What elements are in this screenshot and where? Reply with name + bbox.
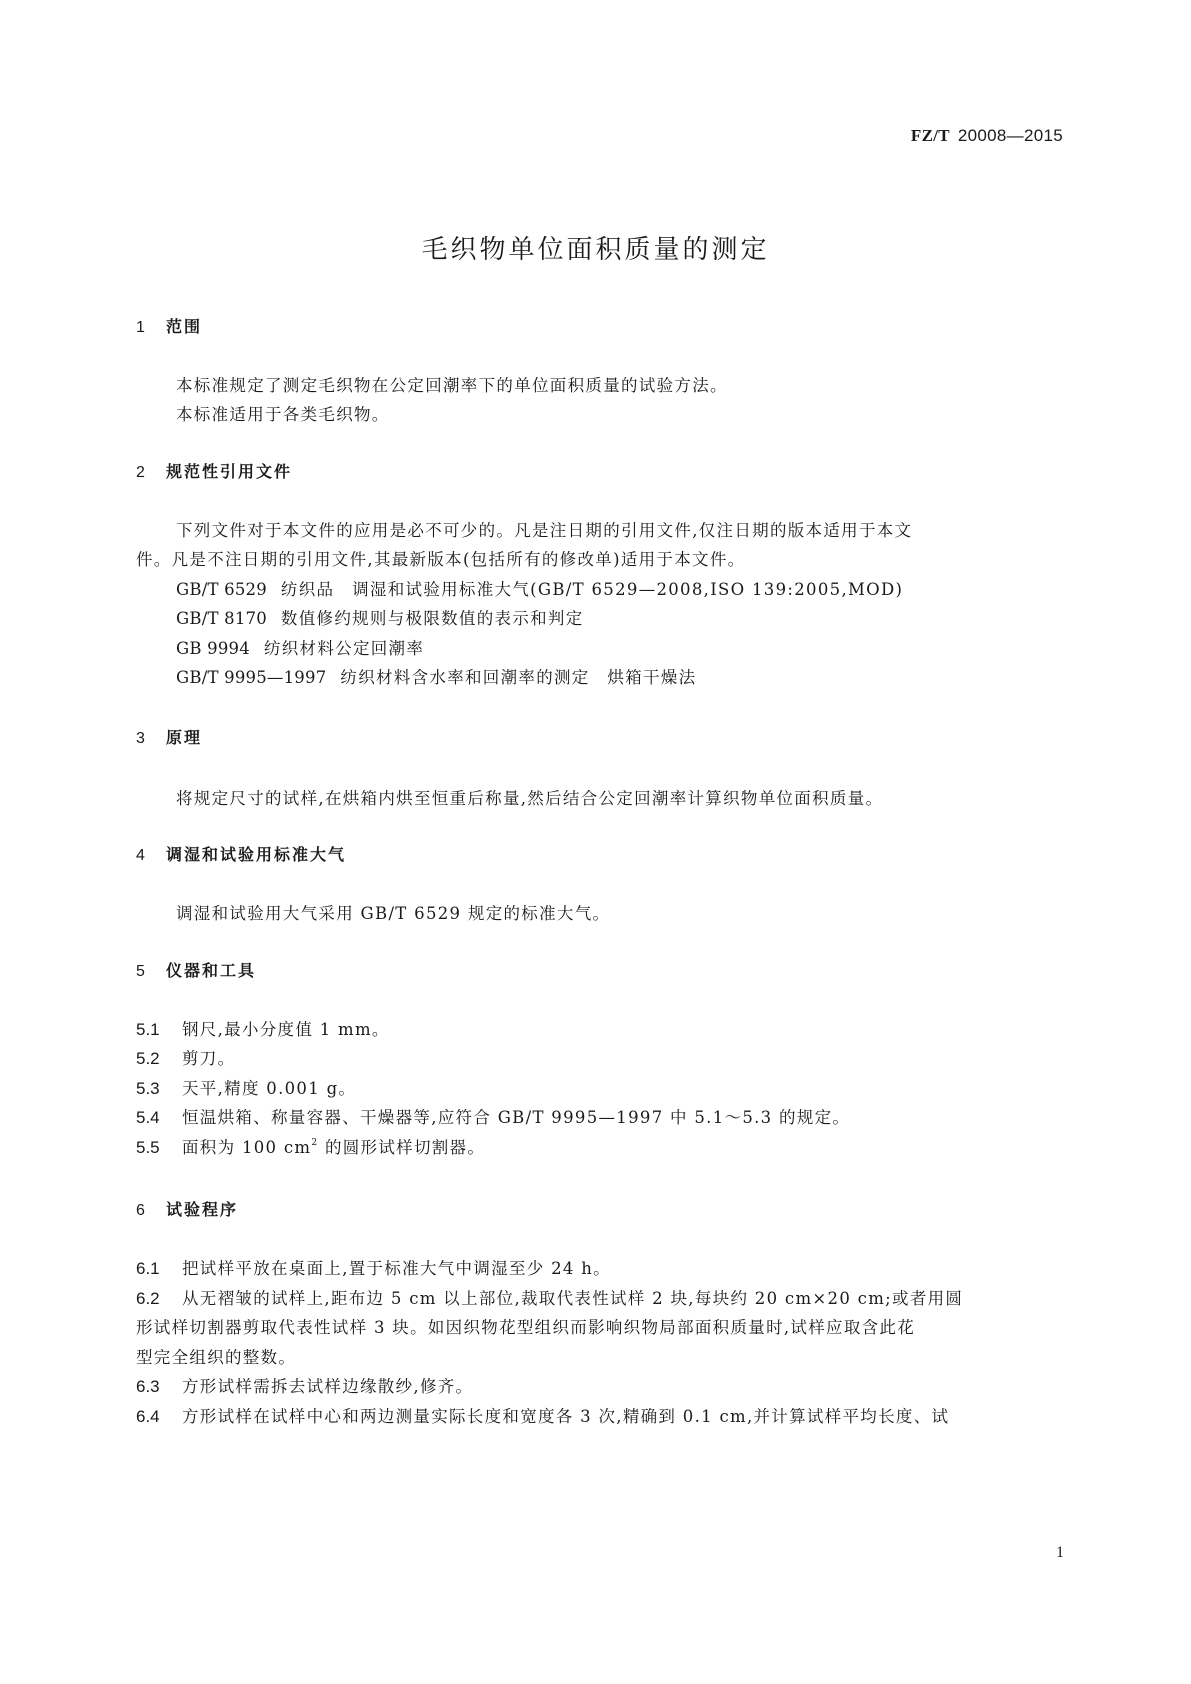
section-number: 3 [136,730,145,747]
section-title: 范围 [166,317,203,336]
item-text: 从无褶皱的试样上,距布边 5 cm 以上部位,裁取代表性试样 2 块,每块约 20 cm×20 cm;或者用圆 [182,1289,964,1308]
paragraph: 本标准适用于各类毛织物。 [176,405,390,424]
section-title: 仪器和工具 [166,961,257,980]
section-title: 原理 [166,728,203,747]
section-title: 试验程序 [166,1200,239,1219]
paragraph: 下列文件对于本文件的应用是必不可少的。凡是注日期的引用文件,仅注日期的版本适用于本文 [176,521,913,540]
reference-item [176,664,696,688]
standard-year: 20008—2015 [957,126,1063,145]
item-number: 5.3 [136,1079,160,1098]
section-3-heading [136,725,202,748]
item-number: 6.3 [136,1377,160,1396]
superscript: 2 [311,1138,319,1148]
section-title: 调湿和试验用标准大气 [166,845,347,864]
list-item [136,1104,850,1128]
section-number: 5 [136,963,145,980]
list-item [136,1255,611,1279]
reference-item [176,576,903,600]
item-number: 6.1 [136,1259,160,1278]
reference-code: GB/T 6529 [176,580,267,599]
section-title: 规范性引用文件 [166,462,293,481]
paragraph: 调湿和试验用大气采用 GB/T 6529 规定的标准大气。 [176,904,611,923]
paragraph: 将规定尺寸的试样,在烘箱内烘至恒重后称量,然后结合公定回潮率计算织物单位面积质量。 [176,789,884,808]
item-text: 的圆形试样切割器。 [318,1138,486,1157]
item-number: 5.2 [136,1049,160,1068]
section-number: 2 [136,464,145,481]
item-text: 把试样平放在桌面上,置于标准大气中调湿至少 24 h。 [182,1259,611,1278]
item-number: 5.4 [136,1108,160,1127]
reference-title: 纺织材料公定回潮率 [263,639,425,658]
item-number: 5.5 [136,1138,160,1157]
section-5-heading [136,958,256,981]
reference-item [176,605,584,629]
standard-code: FZ/T [910,126,950,145]
reference-item [176,635,424,659]
paragraph: 本标准规定了测定毛织物在公定回潮率下的单位面积质量的试验方法。 [176,376,728,395]
section-number: 6 [136,1202,145,1219]
section-6-heading [136,1197,238,1220]
reference-code: GB/T 9995—1997 [176,668,327,687]
reference-title: 数值修约规则与极限数值的表示和判定 [280,609,584,628]
page-number: 1 [1056,1544,1064,1561]
reference-title: 纺织品 调湿和试验用标准大气(GB/T 6529—2008,ISO 139:2005,MOD) [280,580,904,599]
section-1-heading [136,314,202,337]
list-item [136,1045,235,1069]
section-number: 1 [136,319,145,336]
section-2-heading [136,459,292,482]
item-text: 剪刀。 [182,1049,236,1068]
item-number: 6.4 [136,1407,160,1426]
item-text: 方形试样在试样中心和两边测量实际长度和宽度各 3 次,精确到 0.1 cm,并计算试样平均长度、试 [182,1407,950,1426]
item-text: 天平,精度 0.001 g。 [182,1079,357,1098]
list-item [136,1373,473,1397]
list-item [136,1403,949,1427]
reference-code: GB 9994 [176,639,250,658]
document-title: 毛织物单位面积质量的测定 [421,235,770,265]
reference-code: GB/T 8170 [176,609,267,628]
reference-title: 纺织材料含水率和回潮率的测定 烘箱干燥法 [340,668,697,687]
item-number: 5.1 [136,1020,160,1039]
list-item [136,1285,963,1309]
paragraph: 件。凡是不注日期的引用文件,其最新版本(包括所有的修改单)适用于本文件。 [136,550,746,569]
item-number: 6.2 [136,1289,160,1308]
paragraph-continuation: 型完全组织的整数。 [136,1348,297,1367]
item-text: 方形试样需拆去试样边缘散纱,修齐。 [182,1377,474,1396]
item-text: 钢尺,最小分度值 1 mm。 [182,1020,390,1039]
item-text: 面积为 100 cm [182,1138,312,1157]
list-item [136,1016,390,1040]
standard-number [911,126,1063,146]
item-text: 恒温烘箱、称量容器、干燥器等,应符合 GB/T 9995—1997 中 5.1～5.3 的规定。 [182,1108,851,1127]
list-item [136,1134,485,1158]
paragraph-continuation: 形试样切割器剪取代表性试样 3 块。如因织物花型组织而影响织物局部面积质量时,试样应取含此花 [136,1318,916,1337]
list-item [136,1075,356,1099]
section-number: 4 [136,847,145,864]
section-4-heading [136,842,346,865]
